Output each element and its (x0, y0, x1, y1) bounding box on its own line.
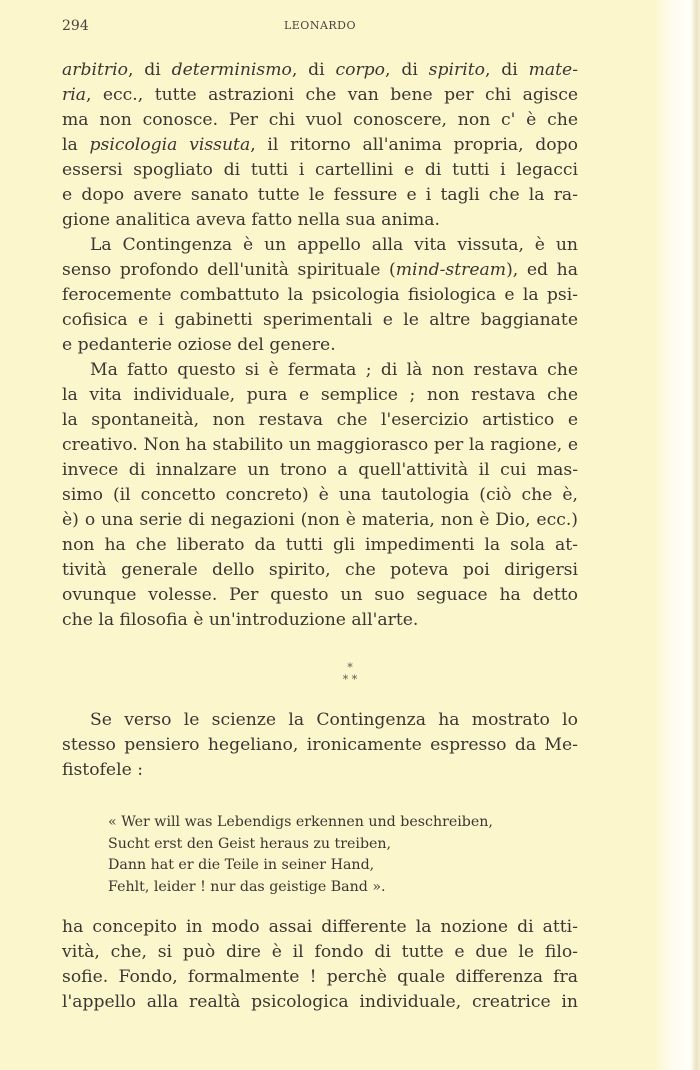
text-run: stesso pensiero hegeliano, ironicamente espresso da Me- (62, 735, 578, 755)
page-number: 294 (62, 18, 89, 34)
italic-term: arbitrio (62, 60, 128, 80)
italic-term: psicologia vissuta (89, 135, 251, 155)
text-run: e pedanterie oziose del genere. (62, 335, 336, 355)
text-run: ha concepito in modo assai differente la nozione di atti- (62, 917, 578, 937)
section-break-bottom: * * (342, 673, 358, 686)
text-line (62, 940, 578, 965)
italic-term: ria (62, 85, 86, 105)
text-line (62, 358, 578, 383)
text-line (62, 608, 578, 633)
italic-term: spirito (428, 60, 485, 80)
text-line (62, 58, 578, 83)
text-run: fistofele : (62, 760, 143, 780)
text-run: che la filosofia è un'introduzione all'arte. (62, 610, 419, 630)
text-run: , il ritorno all'anima propria, dopo (250, 135, 578, 155)
text-run: , di (484, 60, 529, 80)
verse-line: Sucht erst den Geist heraus zu treiben, (108, 835, 392, 852)
text-run: , di (127, 60, 172, 80)
text-run: , di (385, 60, 429, 80)
text-run: e dopo avere sanato tutte le fessure e i tagli che la ra- (62, 185, 578, 205)
text-run: vità, che, si può dire è il fondo di tutte e due le filo- (62, 942, 578, 962)
italic-term: corpo (335, 60, 386, 80)
text-line (62, 483, 578, 508)
text-run: La Contingenza è un appello alla vita vissuta, è un (90, 235, 578, 255)
text-run: senso profondo dell'unità spirituale ( (62, 260, 396, 280)
text-run: ma non conosce. Per chi vuol conoscere, non c' è che (62, 110, 578, 130)
text-run: la spontaneità, non restava che l'esercizio artistico e (62, 410, 578, 430)
text-line (62, 208, 578, 233)
italic-term: determinismo (171, 60, 292, 80)
text-line (62, 108, 578, 133)
text-line (62, 383, 578, 408)
text-run: cofisica e i gabinetti sperimentali e le altre baggianate (62, 310, 578, 330)
text-line (62, 708, 578, 733)
text-run: ovunque volesse. Per questo un suo seguace ha detto (62, 585, 578, 605)
text-run: simo (il concetto concreto) è una tautologia (ciò che è, (62, 485, 578, 505)
text-line (62, 158, 578, 183)
text-line (62, 733, 578, 758)
text-run: la (62, 135, 90, 155)
text-line (62, 508, 578, 533)
text-line (62, 558, 578, 583)
italic-term: mate- (528, 60, 579, 80)
text-run: è) o una serie di negazioni (non è materia, non è Dio, ecc.) (62, 510, 578, 530)
page-gutter (654, 0, 700, 1070)
text-line (62, 233, 578, 258)
text-line (62, 533, 578, 558)
text-line (62, 583, 578, 608)
text-line (62, 83, 578, 108)
verse-line: Dann hat er die Teile in seiner Hand, (108, 857, 375, 873)
verse-line: Fehlt, leider ! nur das geistige Band ». (108, 878, 386, 895)
italic-term: mind-stream (395, 260, 507, 280)
text-line (62, 433, 578, 458)
text-run: l'appello alla realtà psicologica individuale, creatrice in (62, 992, 578, 1012)
text-run: non ha che liberato da tutti gli impedimenti la sola at- (62, 535, 578, 555)
text-run: invece di innalzare un trono a quell'attività il cui mas- (62, 460, 578, 480)
text-line (62, 183, 578, 208)
text-run: creativo. Non ha stabilito un maggiorasco per la ragione, e (62, 435, 578, 455)
text-line (62, 915, 578, 940)
text-line (62, 308, 578, 333)
page-header (62, 18, 578, 38)
text-line (62, 458, 578, 483)
text-run: la vita individuale, pura e semplice ; non restava che (62, 385, 578, 405)
text-line (62, 758, 578, 783)
text-run: ), ed ha (506, 260, 579, 280)
text-line (62, 333, 578, 358)
text-line (62, 408, 578, 433)
text-run: ferocemente combattuto la psicologia fisiologica e la psi- (62, 285, 578, 305)
text-run: , di (291, 60, 336, 80)
text-run: Ma fatto questo si è fermata ; di là non restava che (90, 360, 578, 380)
text-run: sofie. Fondo, formalmente ! perchè quale differenza fra (62, 967, 578, 987)
text-line (62, 965, 578, 990)
verse-line: « Wer will was Lebendigs erkennen und beschreiben, (108, 814, 493, 830)
text-run: essersi spogliato di tutti i cartellini e di tutti i legacci (62, 160, 578, 180)
text-line (62, 990, 578, 1015)
text-run: Se verso le scienze la Contingenza ha mostrato lo (90, 710, 578, 730)
text-run: , ecc., tutte astrazioni che van bene per chi agisce (85, 85, 578, 105)
text-line (62, 283, 578, 308)
text-run: gione analitica aveva fatto nella sua anima. (62, 210, 440, 230)
text-line (62, 133, 578, 158)
running-head: LEONARDO (283, 19, 357, 32)
text-line (62, 258, 578, 283)
section-break-top: * (347, 661, 353, 674)
text-run: tività generale dello spirito, che poteva poi dirigersi (62, 560, 578, 580)
